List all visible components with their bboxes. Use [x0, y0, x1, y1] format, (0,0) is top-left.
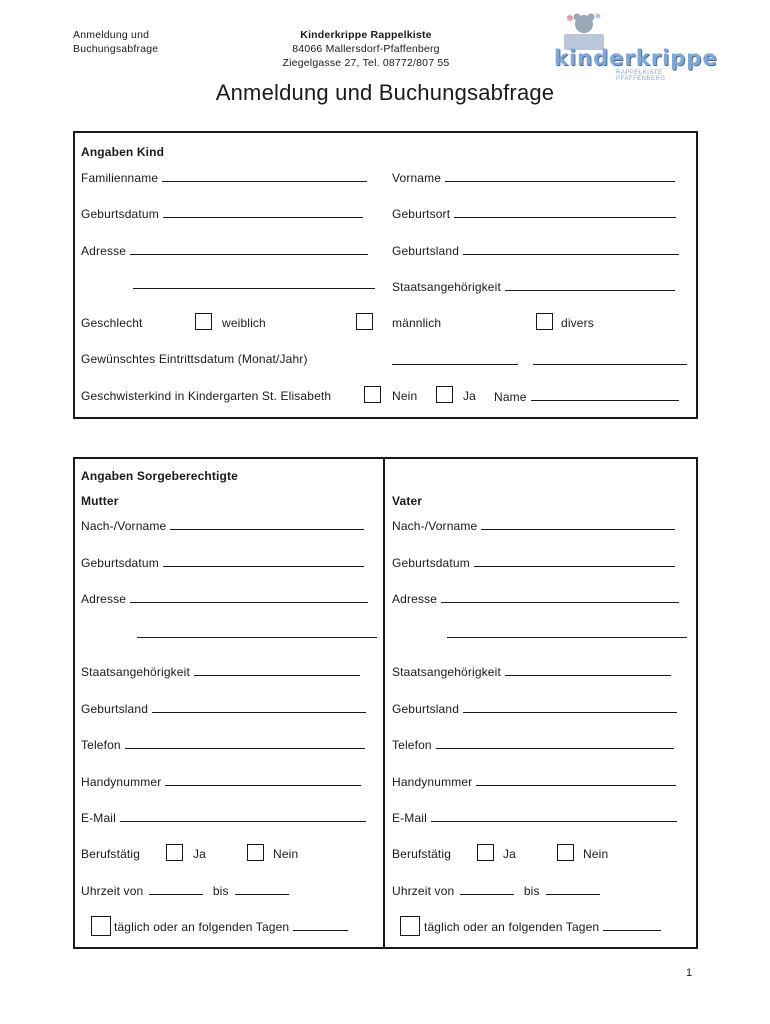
- mother-adresse-line[interactable]: [130, 591, 368, 603]
- father-handy-label: Handynummer: [392, 775, 473, 789]
- father-geburtsland-field[interactable]: [392, 701, 677, 717]
- father-name-field[interactable]: [392, 518, 675, 534]
- father-taeglich-checkbox[interactable]: [400, 916, 420, 936]
- child-section-title: Angaben Kind: [81, 145, 165, 159]
- eintritt-jahr-line[interactable]: [533, 364, 687, 365]
- org-address: 84066 Mallersdorf-Pfaffenberg: [292, 43, 440, 55]
- father-name-label: Nach-/Vorname: [392, 519, 478, 533]
- mother-taeglich-checkbox[interactable]: [91, 916, 111, 936]
- vorname-line[interactable]: [445, 170, 675, 182]
- mother-beruf-ja-label: Ja: [193, 847, 206, 861]
- mother-beruf-label: Berufstätig: [81, 847, 141, 861]
- geschwister-nein-label: Nein: [392, 389, 418, 403]
- father-adresse-field[interactable]: [392, 591, 679, 607]
- father-email-label: E-Mail: [392, 811, 427, 825]
- org-contact: Ziegelgasse 27, Tel. 08772/807 55: [282, 57, 450, 69]
- father-tage-line[interactable]: [603, 919, 661, 931]
- father-uhrzeit-bis-line[interactable]: [546, 883, 600, 895]
- child-geburtsdatum-field[interactable]: [81, 206, 363, 222]
- familienname-label: Familienname: [81, 171, 159, 185]
- mother-name-label: Nach-/Vorname: [81, 519, 167, 533]
- father-bis-label: bis: [523, 884, 540, 898]
- father-beruf-nein-checkbox[interactable]: [557, 844, 574, 861]
- geschwister-ja-label: Ja: [463, 389, 476, 403]
- eintrittsdatum-label: Gewünschtes Eintrittsdatum (Monat/Jahr): [81, 352, 308, 366]
- child-adresse-field[interactable]: [81, 243, 368, 259]
- child-geburtsland-field[interactable]: [392, 243, 679, 259]
- vorname-label: Vorname: [392, 171, 442, 185]
- mother-handy-label: Handynummer: [81, 775, 162, 789]
- father-handy-field[interactable]: [392, 774, 676, 790]
- adresse-line[interactable]: [130, 243, 368, 255]
- geschwister-nein-checkbox[interactable]: [364, 386, 381, 403]
- father-taeglich-field[interactable]: [424, 919, 661, 935]
- mother-email-field[interactable]: [81, 810, 366, 826]
- father-geburtsdatum-field[interactable]: [392, 555, 675, 571]
- maennlich-label: männlich: [392, 316, 442, 330]
- father-telefon-field[interactable]: [392, 737, 674, 753]
- geburtsdatum-label: Geburtsdatum: [81, 207, 159, 221]
- mother-name-field[interactable]: [81, 518, 364, 534]
- guardians-divider: [383, 457, 385, 949]
- maennlich-checkbox[interactable]: [356, 313, 373, 330]
- geschlecht-label: Geschlecht: [81, 316, 143, 330]
- father-staat-line[interactable]: [505, 664, 671, 676]
- header-left-line1: Anmeldung und: [73, 29, 150, 41]
- mother-handy-field[interactable]: [81, 774, 361, 790]
- geburtsdatum-line[interactable]: [163, 206, 363, 218]
- mother-beruf-nein-checkbox[interactable]: [247, 844, 264, 861]
- father-staat-label: Staatsangehörigkeit: [392, 665, 501, 679]
- mother-taeglich-field[interactable]: [114, 919, 348, 935]
- mother-beruf-nein-label: Nein: [273, 847, 299, 861]
- father-email-line[interactable]: [431, 810, 677, 822]
- father-beruf-ja-checkbox[interactable]: [477, 844, 494, 861]
- adresse-label: Adresse: [81, 244, 127, 258]
- geschwister-name-line[interactable]: [531, 389, 679, 401]
- father-name-line[interactable]: [481, 518, 675, 530]
- adresse-line-2[interactable]: [133, 288, 375, 289]
- father-geburtsdatum-line[interactable]: [474, 555, 675, 567]
- father-handy-line[interactable]: [476, 774, 676, 786]
- mother-uhrzeit-bis-line[interactable]: [235, 883, 289, 895]
- mother-telefon-label: Telefon: [81, 738, 121, 752]
- father-uhrzeit-von-line[interactable]: [460, 883, 514, 895]
- father-telefon-label: Telefon: [392, 738, 432, 752]
- mother-geburtsdatum-line[interactable]: [163, 555, 364, 567]
- familienname-line[interactable]: [162, 170, 367, 182]
- geschwister-name-label: Name: [494, 390, 527, 404]
- staatsangehoerigkeit-label: Staatsangehörigkeit: [392, 280, 501, 294]
- father-heading: Vater: [392, 494, 423, 508]
- mother-geburtsdatum-label: Geburtsdatum: [81, 556, 159, 570]
- page-number: 1: [686, 967, 693, 979]
- mother-beruf-ja-checkbox[interactable]: [166, 844, 183, 861]
- mother-telefon-line[interactable]: [125, 737, 365, 749]
- eintritt-monat-line[interactable]: [392, 364, 518, 365]
- page-title: Anmeldung und Buchungsabfrage: [215, 80, 555, 105]
- father-geburtsdatum-label: Geburtsdatum: [392, 556, 470, 570]
- mother-adresse-field[interactable]: [81, 591, 368, 607]
- mother-adresse-line-2[interactable]: [137, 637, 377, 638]
- mother-handy-line[interactable]: [165, 774, 361, 786]
- mother-geburtsland-label: Geburtsland: [81, 702, 149, 716]
- father-adresse-line[interactable]: [441, 591, 679, 603]
- mother-geburtsland-line[interactable]: [152, 701, 366, 713]
- father-adresse-line-2[interactable]: [447, 637, 687, 638]
- logo-text: kinderkrippe: [554, 46, 718, 70]
- staatsangehoerigkeit-line[interactable]: [505, 279, 675, 291]
- header-organization: [256, 28, 476, 70]
- child-vorname-field[interactable]: [392, 170, 675, 186]
- header-left: [73, 28, 223, 56]
- mother-bis-label: bis: [212, 884, 229, 898]
- father-adresse-label: Adresse: [392, 592, 438, 606]
- mother-email-label: E-Mail: [81, 811, 116, 825]
- geschwister-label: Geschwisterkind in Kindergarten St. Elisabeth: [81, 389, 332, 403]
- mother-staat-line[interactable]: [194, 664, 360, 676]
- mother-uhrzeit-von-line[interactable]: [149, 883, 203, 895]
- header-left-line2: Buchungsabfrage: [73, 43, 159, 55]
- weiblich-label: weiblich: [222, 316, 266, 330]
- mother-heading: Mutter: [81, 494, 119, 508]
- divers-checkbox[interactable]: [536, 313, 553, 330]
- child-geburtsort-field[interactable]: [392, 206, 676, 222]
- mother-geburtsdatum-field[interactable]: [81, 555, 364, 571]
- father-taeglich-label: täglich oder an folgenden Tagen: [424, 920, 600, 934]
- mother-staat-label: Staatsangehörigkeit: [81, 665, 190, 679]
- kinderkrippe-logo: [550, 12, 718, 82]
- geburtsland-label: Geburtsland: [392, 244, 460, 258]
- father-beruf-nein-label: Nein: [583, 847, 609, 861]
- father-staat-field[interactable]: [392, 664, 671, 680]
- mother-telefon-field[interactable]: [81, 737, 365, 753]
- org-name: Kinderkrippe Rappelkiste: [300, 29, 432, 41]
- father-email-field[interactable]: [392, 810, 677, 826]
- father-telefon-line[interactable]: [436, 737, 674, 749]
- mother-uhrzeit-field[interactable]: [81, 883, 289, 899]
- geburtsort-line[interactable]: [454, 206, 676, 218]
- weiblich-checkbox[interactable]: [195, 313, 212, 330]
- mother-adresse-label: Adresse: [81, 592, 127, 606]
- geschwister-ja-checkbox[interactable]: [436, 386, 453, 403]
- father-geburtsland-line[interactable]: [463, 701, 677, 713]
- mother-geburtsland-field[interactable]: [81, 701, 366, 717]
- mother-tage-line[interactable]: [293, 919, 348, 931]
- mother-email-line[interactable]: [120, 810, 366, 822]
- father-uhrzeit-field[interactable]: [392, 883, 600, 899]
- geburtsort-label: Geburtsort: [392, 207, 451, 221]
- divers-label: divers: [561, 316, 594, 330]
- mother-uhrzeit-label: Uhrzeit von: [81, 884, 144, 898]
- mother-taeglich-label: täglich oder an folgenden Tagen: [114, 920, 290, 934]
- father-beruf-label: Berufstätig: [392, 847, 452, 861]
- geschwister-name-field[interactable]: [494, 389, 679, 405]
- mother-name-line[interactable]: [170, 518, 364, 530]
- logo-subtitle: RAPPELKISTE PFAFFENBERG: [616, 70, 666, 82]
- mother-staat-field[interactable]: [81, 664, 360, 680]
- father-uhrzeit-label: Uhrzeit von: [392, 884, 455, 898]
- child-staatsangehoerigkeit-field[interactable]: [392, 279, 675, 295]
- geburtsland-line[interactable]: [463, 243, 679, 255]
- guardians-section-title: Angaben Sorgeberechtigte: [81, 469, 238, 483]
- child-familienname-field[interactable]: [81, 170, 367, 186]
- father-geburtsland-label: Geburtsland: [392, 702, 460, 716]
- father-beruf-ja-label: Ja: [503, 847, 516, 861]
